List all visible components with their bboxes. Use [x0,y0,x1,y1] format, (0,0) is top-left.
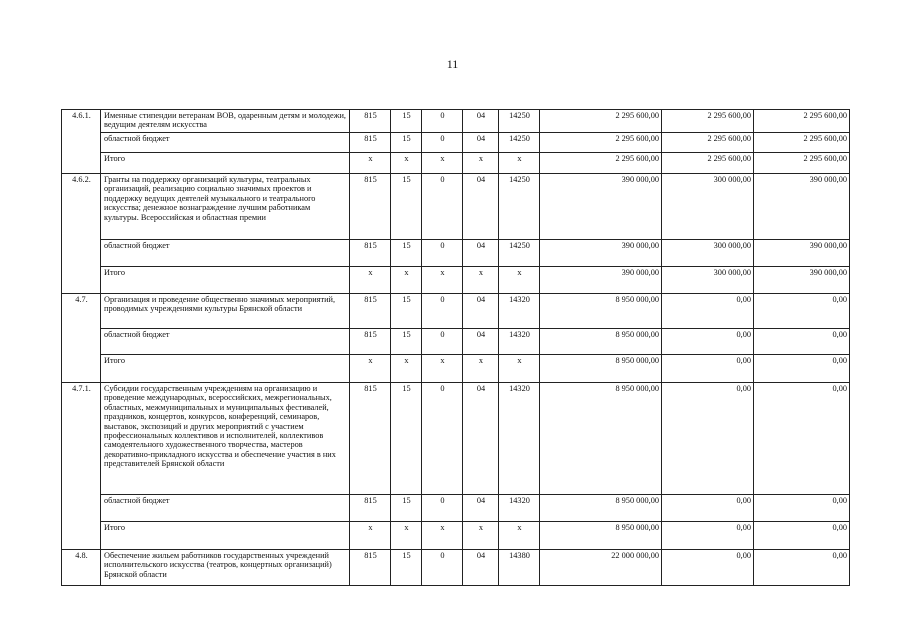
row-description: Гранты на поддержку организаций культуры, театральных организаций, реализацию социально значимых проектов и поддержку ведущих деятелей музыкального и театрального искусства; денежное вознаграждение лучшим работникам культуры. Всероссийская и областная премии [101,174,350,240]
cell-amount-2: 0,00 [662,355,754,383]
cell-amount-3: 0,00 [754,495,850,522]
cell-code-2: 15 [391,240,422,267]
row-description: Организация и проведение общественно значимых мероприятий, проводимых учреждениями культуры Брянской области [101,294,350,329]
cell-code-4: x [463,522,499,550]
cell-amount-1: 390 000,00 [540,267,662,294]
cell-code-2: 15 [391,550,422,586]
cell-code-1: 815 [350,495,391,522]
cell-code-2: x [391,153,422,174]
cell-amount-2: 0,00 [662,522,754,550]
cell-code-1: x [350,355,391,383]
cell-amount-2: 2 295 600,00 [662,133,754,153]
cell-amount-3: 0,00 [754,329,850,355]
cell-code-5: 14320 [499,495,540,522]
cell-amount-3: 390 000,00 [754,174,850,240]
cell-code-1: 815 [350,110,391,133]
cell-code-5: 14320 [499,329,540,355]
cell-code-2: 15 [391,174,422,240]
table-row [62,294,850,329]
cell-code-4: 04 [463,550,499,586]
cell-code-3: 0 [422,110,463,133]
cell-code-5: 14320 [499,383,540,495]
table-row [62,110,850,133]
cell-amount-3: 390 000,00 [754,267,850,294]
cell-amount-1: 22 000 000,00 [540,550,662,586]
cell-code-5: 14250 [499,133,540,153]
row-description: областной бюджет [101,240,350,267]
cell-code-2: x [391,522,422,550]
table-row [62,522,850,550]
cell-code-2: 15 [391,495,422,522]
cell-code-5: 14380 [499,550,540,586]
cell-code-5: 14250 [499,110,540,133]
cell-code-5: x [499,522,540,550]
cell-code-1: 815 [350,329,391,355]
table-row [62,329,850,355]
cell-code-3: x [422,267,463,294]
cell-code-4: 04 [463,383,499,495]
cell-code-2: 15 [391,294,422,329]
cell-code-3: 0 [422,240,463,267]
cell-code-4: x [463,355,499,383]
cell-amount-2: 300 000,00 [662,240,754,267]
row-description: Именные стипендии ветеранам ВОВ, одаренным детям и молодежи, ведущим деятелям искусства [101,110,350,133]
cell-amount-3: 2 295 600,00 [754,110,850,133]
cell-amount-1: 8 950 000,00 [540,355,662,383]
table-row [62,174,850,240]
cell-code-3: 0 [422,133,463,153]
cell-amount-1: 2 295 600,00 [540,110,662,133]
table-row [62,550,850,586]
cell-amount-1: 8 950 000,00 [540,522,662,550]
cell-amount-1: 8 950 000,00 [540,329,662,355]
row-description: Итого [101,522,350,550]
cell-code-1: 815 [350,133,391,153]
cell-code-5: 14320 [499,294,540,329]
table-body [62,110,850,586]
cell-amount-2: 0,00 [662,294,754,329]
table-row [62,240,850,267]
cell-code-1: x [350,153,391,174]
table-row [62,495,850,522]
cell-code-3: 0 [422,174,463,240]
cell-code-4: 04 [463,240,499,267]
cell-code-1: 815 [350,240,391,267]
cell-code-4: 04 [463,133,499,153]
cell-amount-1: 8 950 000,00 [540,294,662,329]
cell-code-3: 0 [422,495,463,522]
cell-code-2: 15 [391,110,422,133]
cell-amount-2: 0,00 [662,329,754,355]
row-description: Итого [101,267,350,294]
cell-code-5: 14250 [499,174,540,240]
cell-code-4: 04 [463,110,499,133]
cell-code-5: 14250 [499,240,540,267]
table-row [62,267,850,294]
cell-code-5: x [499,153,540,174]
cell-amount-3: 390 000,00 [754,240,850,267]
cell-amount-2: 0,00 [662,383,754,495]
cell-code-2: x [391,267,422,294]
cell-code-1: 815 [350,550,391,586]
row-code: 4.8. [62,550,101,586]
row-description: Субсидии государственным учреждениям на организацию и проведение международных, всероссийских, межрегиональных, областных, межмуниципальных и муниципальных фестивалей, праздников, концертов, конкурсов, конференций, семинаров, выставок, экспозиций и других мероприятий с участием профессиональных коллективов и исполнителей, коллективов самодеятельного художественного творчества, мастеров декоративно-прикладного искусства и обеспечение участия в них представителей Брянской области [101,383,350,495]
cell-amount-2: 300 000,00 [662,174,754,240]
cell-code-5: x [499,267,540,294]
row-description: Итого [101,153,350,174]
cell-code-4: x [463,153,499,174]
table-row [62,383,850,495]
cell-code-3: x [422,355,463,383]
cell-amount-3: 0,00 [754,522,850,550]
cell-code-1: 815 [350,383,391,495]
cell-code-4: 04 [463,174,499,240]
page-number: 11 [446,57,459,71]
cell-code-3: x [422,153,463,174]
cell-code-2: 15 [391,133,422,153]
row-code: 4.7. [62,294,101,383]
cell-amount-3: 2 295 600,00 [754,153,850,174]
cell-code-1: x [350,522,391,550]
cell-amount-2: 300 000,00 [662,267,754,294]
row-description: Обеспечение жильем работников государственных учреждений исполнительского искусства (театров, концертных организаций) Брянской области [101,550,350,586]
cell-code-4: x [463,267,499,294]
cell-amount-3: 2 295 600,00 [754,133,850,153]
row-code: 4.7.1. [62,383,101,550]
cell-amount-3: 0,00 [754,550,850,586]
cell-code-3: 0 [422,550,463,586]
cell-code-4: 04 [463,329,499,355]
budget-table [61,109,850,586]
table-row [62,133,850,153]
cell-amount-1: 2 295 600,00 [540,133,662,153]
row-description: областной бюджет [101,133,350,153]
cell-code-3: 0 [422,383,463,495]
cell-amount-2: 0,00 [662,550,754,586]
cell-code-1: 815 [350,294,391,329]
cell-code-1: x [350,267,391,294]
cell-amount-2: 2 295 600,00 [662,110,754,133]
cell-amount-1: 2 295 600,00 [540,153,662,174]
cell-code-2: 15 [391,329,422,355]
cell-code-3: 0 [422,329,463,355]
cell-code-1: 815 [350,174,391,240]
row-code: 4.6.2. [62,174,101,294]
cell-code-4: 04 [463,495,499,522]
table-row [62,153,850,174]
row-description: областной бюджет [101,495,350,522]
cell-amount-3: 0,00 [754,355,850,383]
cell-amount-2: 0,00 [662,495,754,522]
cell-code-4: 04 [463,294,499,329]
cell-amount-3: 0,00 [754,294,850,329]
cell-code-2: 15 [391,383,422,495]
cell-code-3: x [422,522,463,550]
cell-amount-1: 8 950 000,00 [540,383,662,495]
row-description: областной бюджет [101,329,350,355]
table-row [62,355,850,383]
cell-amount-3: 0,00 [754,383,850,495]
cell-amount-1: 8 950 000,00 [540,495,662,522]
cell-code-5: x [499,355,540,383]
row-description: Итого [101,355,350,383]
cell-amount-2: 2 295 600,00 [662,153,754,174]
cell-amount-1: 390 000,00 [540,240,662,267]
cell-code-2: x [391,355,422,383]
cell-amount-1: 390 000,00 [540,174,662,240]
cell-code-3: 0 [422,294,463,329]
row-code: 4.6.1. [62,110,101,174]
